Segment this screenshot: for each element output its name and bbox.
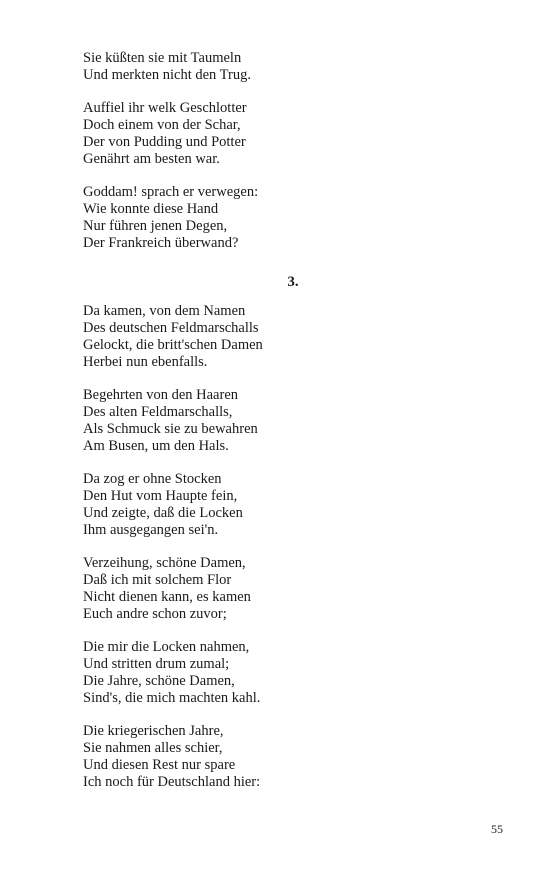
verse-line: Sind's, die mich machten kahl. xyxy=(83,690,261,706)
verse-line: Und merkten nicht den Trug. xyxy=(83,67,251,83)
stanza xyxy=(83,723,503,791)
verse-line: Da zog er ohne Stocken xyxy=(83,471,222,487)
verse-line: Herbei nun ebenfalls. xyxy=(83,354,208,370)
verse-line: Euch andre schon zuvor; xyxy=(83,606,227,622)
verse-line: Die Jahre, schöne Damen, xyxy=(83,673,235,689)
verse-line: Nicht dienen kann, es kamen xyxy=(83,589,251,605)
verse-line: Nur führen jenen Degen, xyxy=(83,218,228,234)
page-number: 55 xyxy=(491,822,503,836)
verse-line: Des deutschen Feldmarschalls xyxy=(83,320,259,336)
verse-line: Am Busen, um den Hals. xyxy=(83,438,229,454)
verse-line: Als Schmuck sie zu bewahren xyxy=(83,421,258,437)
verse-line: Da kamen, von dem Namen xyxy=(83,303,246,319)
verse-line: Sie nahmen alles schier, xyxy=(83,740,223,756)
verse-line: Auffiel ihr welk Geschlotter xyxy=(83,100,247,116)
section-number: 3. xyxy=(287,274,299,290)
verse-line: Verzeihung, schöne Damen, xyxy=(83,555,246,571)
stanza xyxy=(83,387,503,455)
stanza xyxy=(83,50,503,84)
verse-line: Der Frankreich überwand? xyxy=(83,235,239,251)
verse-line: Wie konnte diese Hand xyxy=(83,201,219,217)
verse-line: Und zeigte, daß die Locken xyxy=(83,505,243,521)
stanza xyxy=(83,184,503,252)
verse-line: Gelockt, die britt'schen Damen xyxy=(83,337,263,353)
verse-line: Der von Pudding und Potter xyxy=(83,134,246,150)
stanza xyxy=(83,303,503,371)
verse-line: Begehrten von den Haaren xyxy=(83,387,239,403)
verse-line: Ich noch für Deutschland hier: xyxy=(83,774,261,790)
stanza xyxy=(83,639,503,707)
verse-line: Genährt am besten war. xyxy=(83,151,220,167)
verse-line: Die kriegerischen Jahre, xyxy=(83,723,224,739)
verse-line: Und diesen Rest nur spare xyxy=(83,757,236,773)
verse-line: Doch einem von der Schar, xyxy=(83,117,241,133)
stanza xyxy=(83,100,503,168)
verse-line: Des alten Feldmarschalls, xyxy=(83,404,233,420)
verse-line: Sie küßten sie mit Taumeln xyxy=(83,50,242,66)
verse-line: Und stritten drum zumal; xyxy=(83,656,230,672)
verse-line: Ihm ausgegangen sei'n. xyxy=(83,522,219,538)
stanza xyxy=(83,555,503,623)
verse-line: Daß ich mit solchem Flor xyxy=(83,572,232,588)
poem-body xyxy=(83,50,503,807)
verse-line: Die mir die Locken nahmen, xyxy=(83,639,250,655)
verse-line: Goddam! sprach er verwegen: xyxy=(83,184,259,200)
verse-line: Den Hut vom Haupte fein, xyxy=(83,488,238,504)
stanza xyxy=(83,471,503,539)
